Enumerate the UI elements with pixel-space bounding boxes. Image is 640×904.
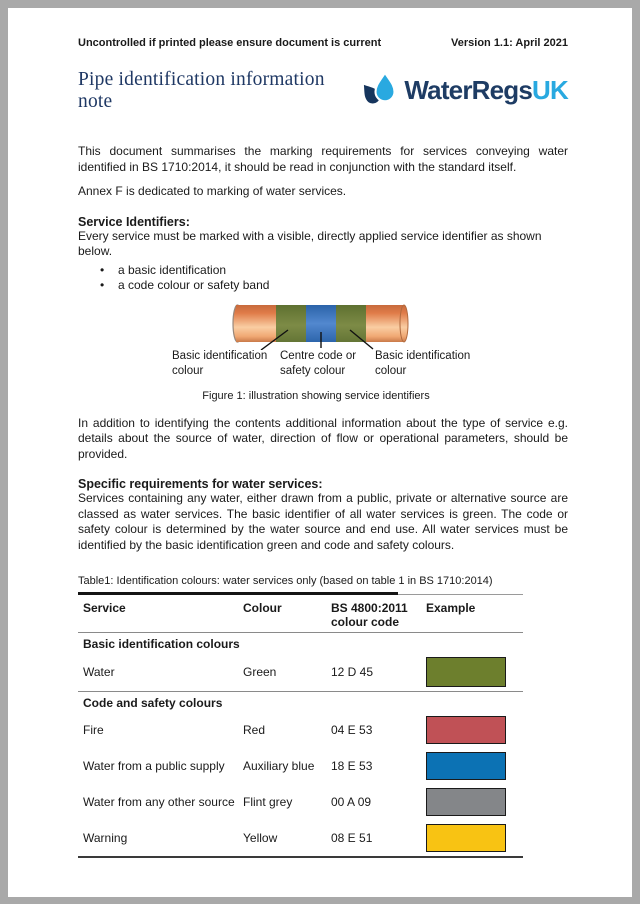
cell-service: Water <box>83 665 115 679</box>
service-identifiers-heading: Service Identifiers: <box>78 214 190 229</box>
figure-pipe-illustration <box>78 300 568 382</box>
col-header-service: Service <box>83 601 126 615</box>
cell-code: 08 E 51 <box>331 831 373 845</box>
cell-colour: Red <box>243 723 266 737</box>
additional-info-paragraph: In addition to identifying the contents additional information about the type of service e.g. details about the source of water, direction of flow or operational parameters, should be provided. <box>78 415 568 461</box>
color-swatch-green <box>426 657 506 687</box>
title-row <box>78 67 568 114</box>
table-top-border <box>78 592 523 595</box>
table-row <box>78 820 523 857</box>
document-page <box>8 8 632 897</box>
cell-colour: Yellow <box>243 831 278 845</box>
specific-requirements-text: Services containing any water, either drawn from a public, private or alternative source are classed as water services. The basic identifier of all water services is green. The code or safety colour is determined by the water source and end use. All water services must be identified by the basic identification green and code and safety colours. <box>78 491 568 552</box>
cell-code: 18 E 53 <box>331 759 373 773</box>
page-title: Pipe identification information note <box>78 68 325 112</box>
col-header-colour: Colour <box>243 601 282 615</box>
pipe-graphic <box>78 300 565 350</box>
color-swatch-yellow <box>426 824 506 852</box>
table-row <box>78 712 523 748</box>
color-swatch-blue <box>426 752 506 780</box>
intro-paragraph: This document summarises the marking requirements for services conveying water identified in BS 1710:2014, it should be read in conjunction with the standard itself. <box>78 144 568 174</box>
table-header-row <box>78 595 523 633</box>
table-section-row <box>78 633 523 654</box>
section-title: Code and safety colours <box>83 696 223 710</box>
cell-service: Fire <box>83 723 104 737</box>
cell-colour: Green <box>243 665 277 679</box>
header-version: Version 1.1: April 2021 <box>451 37 568 49</box>
cell-code: 12 D 45 <box>331 665 374 679</box>
table-row <box>78 784 523 820</box>
table-row <box>78 653 523 692</box>
cell-code: 00 A 09 <box>331 795 372 809</box>
color-swatch-grey <box>426 788 506 816</box>
list-item: • a basic identification <box>78 263 568 279</box>
section-title: Basic identification colours <box>83 637 240 651</box>
figure-label-left: Basic identification colour <box>172 349 268 377</box>
table-row <box>78 748 523 784</box>
specific-requirements-heading: Specific requirements for water services: <box>78 477 323 491</box>
col-header-example: Example <box>426 601 476 615</box>
color-swatch-red <box>426 716 506 744</box>
table-caption: Table1: Identification colours: water services only (based on table 1 in BS 1710:2014) <box>78 575 493 587</box>
waterregs-logo <box>361 67 568 114</box>
figure-label-centre: Centre code or safety colour <box>280 349 357 377</box>
cell-service: Water from any other source <box>83 795 235 809</box>
figure-label-right: Basic identification colour <box>375 349 471 377</box>
list-item: • a code colour or safety band <box>78 278 568 294</box>
header-disclaimer: Uncontrolled if printed please ensure document is current <box>78 37 382 49</box>
logo-text-main: WaterRegs <box>404 75 533 105</box>
col-header-code: BS 4800:2011 colour code <box>331 601 408 629</box>
table-section-row <box>78 692 523 713</box>
cell-service: Warning <box>83 831 128 845</box>
water-drops-icon <box>361 67 401 114</box>
cell-colour: Auxiliary blue <box>243 759 315 773</box>
annex-paragraph: Annex F is dedicated to marking of water services. <box>78 184 347 198</box>
cell-service: Water from a public supply <box>83 759 225 773</box>
service-identifier-list <box>78 263 568 294</box>
logo-text-uk: UK <box>532 75 568 105</box>
document-content <box>8 8 632 858</box>
logo-text <box>404 75 568 106</box>
document-header <box>78 8 568 49</box>
service-identifiers-text: Every service must be marked with a visible, directly applied service identifier as shown below. <box>78 228 542 258</box>
cell-colour: Flint grey <box>243 795 293 809</box>
figure-caption: Figure 1: illustration showing service identifiers <box>202 389 430 402</box>
cell-code: 04 E 53 <box>331 723 373 737</box>
identification-table <box>78 595 523 858</box>
